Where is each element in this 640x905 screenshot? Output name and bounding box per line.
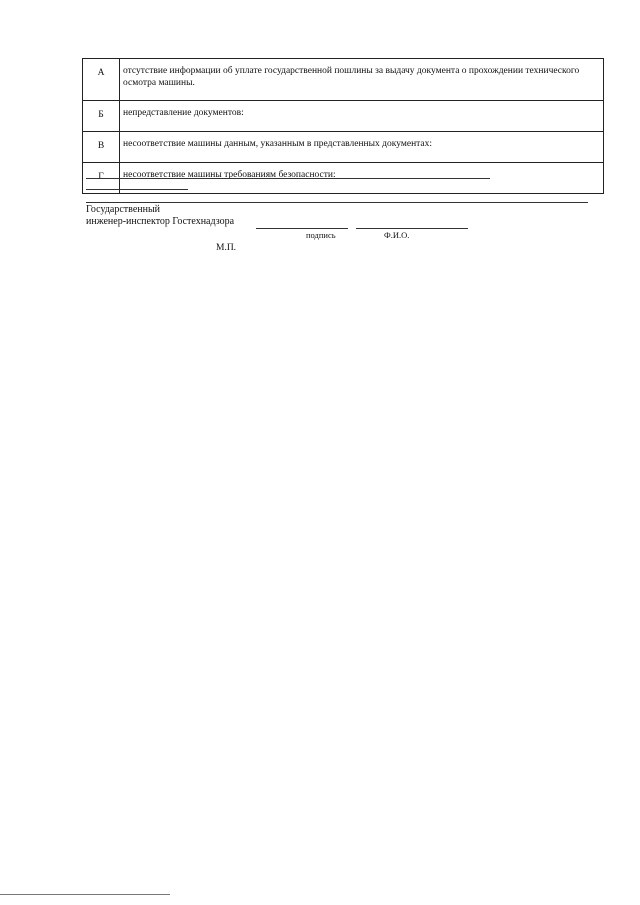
reason-text: несоответствие машины требованиям безопасности: <box>120 163 604 194</box>
inspector-title-line2: инженер-инспектор Гостехнадзора <box>86 216 235 227</box>
table-row <box>83 132 604 163</box>
name-caption: Ф.И.О. <box>384 230 410 240</box>
table-row <box>83 101 604 132</box>
reason-letter: В <box>83 132 120 163</box>
reason-letter: Г <box>83 163 120 194</box>
reason-text: несоответствие машины данным, указанным в представленных документах: <box>120 132 604 163</box>
footnote-separator <box>0 894 170 895</box>
seal-placeholder: М.П. <box>216 243 237 253</box>
fill-in-line <box>86 178 490 179</box>
fill-in-line <box>86 202 588 203</box>
reason-letter: А <box>83 59 120 101</box>
reason-letter: Б <box>83 101 120 132</box>
fill-in-line <box>86 189 188 190</box>
signature-caption: подпись <box>306 230 336 240</box>
signature-line <box>256 228 348 229</box>
name-line <box>356 228 468 229</box>
inspector-title-line1: Государственный <box>86 204 161 215</box>
refusal-reasons-table <box>82 58 604 194</box>
reason-text: отсутствие информации об уплате государственной пошлины за выдачу документа о прохождении технического осмотра машины. <box>120 59 604 101</box>
reason-text: непредставление документов: <box>120 101 604 132</box>
table-row <box>83 59 604 101</box>
